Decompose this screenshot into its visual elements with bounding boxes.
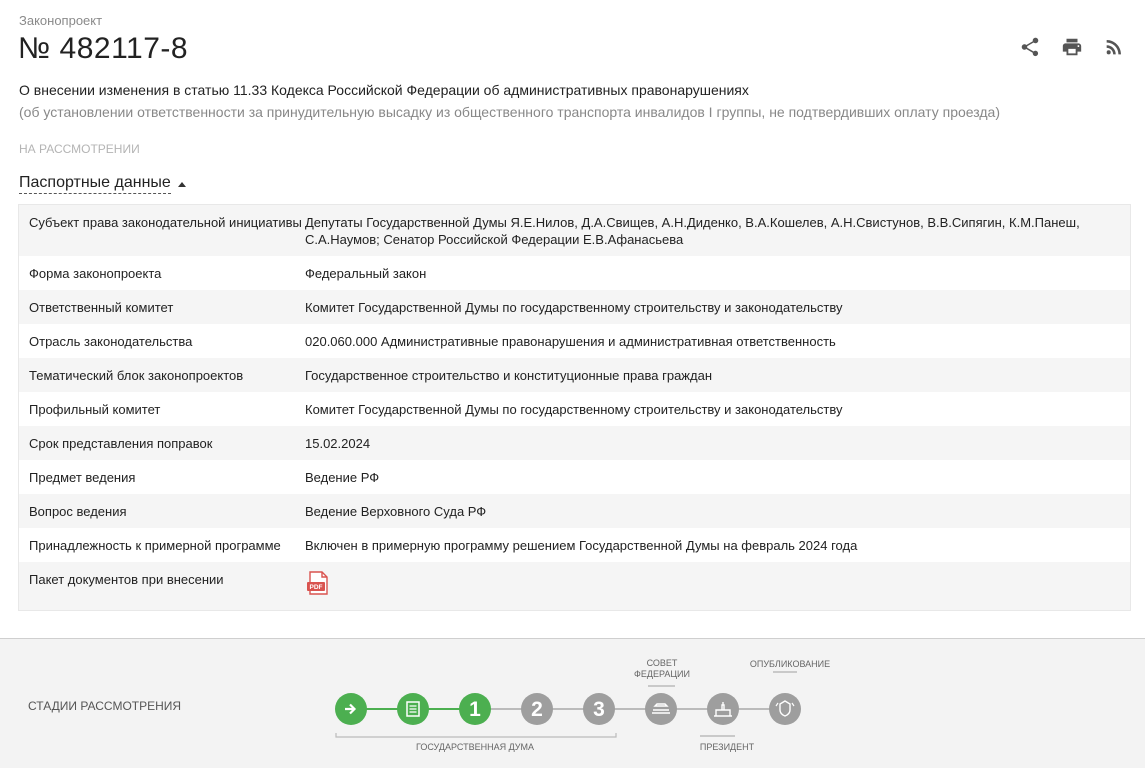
row-value: Включен в примерную программу решением Государственной Думы на февраль 2024 года bbox=[305, 538, 858, 553]
stage-reading-2[interactable] bbox=[521, 693, 553, 725]
row-value: Комитет Государственной Думы по государственному строительству и законодательству bbox=[305, 300, 843, 315]
row-value: Ведение Верховного Суда РФ bbox=[305, 504, 487, 519]
bill-number: № 482117-8 bbox=[18, 32, 189, 65]
stage-preliminary[interactable] bbox=[397, 693, 429, 725]
stage-number: 1 bbox=[469, 698, 481, 721]
row-key: Отрасль законодательства bbox=[29, 334, 193, 349]
caption-council: СОВЕТ ФЕДЕРАЦИИ bbox=[634, 658, 690, 679]
stage-number: 2 bbox=[531, 698, 543, 721]
row-value: Комитет Государственной Думы по государственному строительству и законодательству bbox=[305, 402, 843, 417]
row-value: 020.060.000 Административные правонарушения и административная ответственность bbox=[305, 334, 836, 349]
row-key: Ответственный комитет bbox=[29, 300, 174, 315]
status-badge: НА РАССМОТРЕНИИ bbox=[19, 142, 140, 156]
stage-president[interactable] bbox=[707, 693, 739, 725]
stage-number: 3 bbox=[593, 698, 605, 721]
row-value: Государственное строительство и конституционные права граждан bbox=[305, 368, 712, 383]
passport-toggle-label: Паспортные данные bbox=[19, 174, 171, 194]
bill-title: О внесении изменения в статью 11.33 Кодекса Российской Федерации об административных правонарушениях bbox=[19, 82, 749, 98]
row-key: Форма законопроекта bbox=[29, 266, 162, 281]
row-key: Пакет документов при внесении bbox=[29, 572, 224, 587]
row-value: Федеральный закон bbox=[305, 266, 427, 281]
row-key: Профильный комитет bbox=[29, 402, 161, 417]
row-key: Субъект права законодательной инициативы bbox=[29, 215, 302, 230]
row-key: Предмет ведения bbox=[29, 470, 136, 485]
row-key: Вопрос ведения bbox=[29, 504, 127, 519]
row-value: Депутаты Государственной Думы Я.Е.Нилов, Д.А.Свищев, А.Н.Диденко, В.А.Кошелев, А.Н.Свистунов, В.В.Сипягин, К.М.Панеш, С.А.Наумов; Сенатор Российской Федерации Е.В.Афанасьева bbox=[305, 215, 1080, 247]
caption-duma: ГОСУДАРСТВЕННАЯ ДУМА bbox=[415, 742, 534, 752]
stage-reading-3[interactable] bbox=[583, 693, 615, 725]
row-value: Ведение РФ bbox=[305, 470, 380, 485]
stage-submission[interactable] bbox=[335, 693, 367, 725]
row-key: Срок представления поправок bbox=[29, 436, 213, 451]
caption-president: ПРЕЗИДЕНТ bbox=[699, 742, 755, 752]
stages-label: СТАДИИ РАССМОТРЕНИЯ bbox=[28, 699, 182, 713]
svg-text:PDF: PDF bbox=[309, 584, 323, 592]
caption-publication: ОПУБЛИКОВАНИЕ bbox=[749, 659, 831, 669]
row-key: Принадлежность к примерной программе bbox=[29, 538, 281, 553]
bill-subtitle: (об установлении ответственности за принудительную высадку из общественного транспорта инвалидов I группы, не подтвердивших оплату проезда) bbox=[19, 104, 1000, 120]
breadcrumb: Законопроект bbox=[19, 13, 103, 28]
row-value: 15.02.2024 bbox=[305, 436, 371, 451]
stage-publication[interactable] bbox=[769, 693, 801, 725]
stage-federation-council[interactable] bbox=[645, 693, 677, 725]
stage-reading-1[interactable] bbox=[459, 693, 491, 725]
row-key: Тематический блок законопроектов bbox=[29, 368, 244, 383]
